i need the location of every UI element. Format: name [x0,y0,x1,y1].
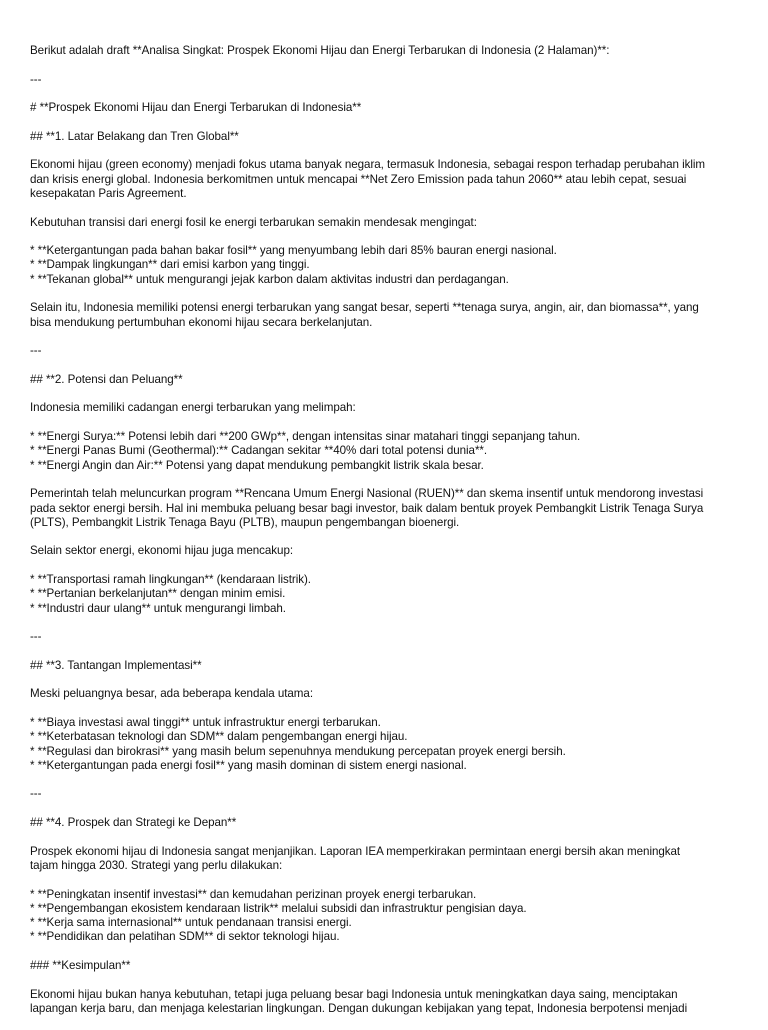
text-line: * **Pendidikan dan pelatihan SDM** di sektor teknologi hijau. [30,930,340,944]
document-paragraph [30,573,768,616]
text-line: tajam hingga 2030. Strategi yang perlu dilakukan: [30,858,283,872]
text-line: bisa mendukung pertumbuhan ekonomi hijau secara berkelanjutan. [30,315,373,329]
text-line: Ekonomi hijau bukan hanya kebutuhan, tetapi juga peluang besar bagi Indonesia untuk meningkatkan daya saing, menciptakan [30,987,678,1001]
document-paragraph [30,301,768,330]
text-line: * **Kerja sama internasional** untuk pendanaan transisi energi. [30,916,352,930]
text-line: * **Pengembangan ekosistem kendaraan listrik** melalui subsidi dan infrastruktur pengisian daya. [30,901,527,915]
text-line: * **Keterbatasan teknologi dan SDM** dalam pengembangan energi hijau. [30,730,408,744]
text-line: * **Regulasi dan birokrasi** yang masih belum sepenuhnya mendukung percepatan proyek energi bersih. [30,744,566,758]
text-line: * **Ketergantungan pada bahan bakar fosil** yang menyumbang lebih dari 85% bauran energi nasional. [30,244,557,258]
text-line: --- [30,344,42,358]
text-line: # **Prospek Ekonomi Hijau dan Energi Terbarukan di Indonesia** [30,101,362,115]
text-line: kesepakatan Paris Agreement. [30,186,187,200]
text-line: ## **4. Prospek dan Strategi ke Depan** [30,816,237,830]
text-line: Selain sektor energi, ekonomi hijau juga mencakup: [30,544,294,558]
text-line: Berikut adalah draft **Analisa Singkat: Prospek Ekonomi Hijau dan Energi Terbarukan di Indonesia (2 Halaman)**: [30,44,610,57]
text-line: Prospek ekonomi hijau di Indonesia sangat menjanjikan. Laporan IEA memperkirakan permintaan energi bersih akan meningkat [30,844,681,858]
document-paragraph [30,73,768,87]
document-paragraph [30,244,768,287]
text-line: * **Dampak lingkungan** dari emisi karbon yang tinggi. [30,258,310,272]
document-paragraph [30,487,768,530]
text-line: Pemerintah telah meluncurkan program **Rencana Umum Energi Nasional (RUEN)** dan skema insentif untuk mendorong investasi [30,487,704,501]
document-paragraph [30,430,768,473]
document-paragraph [30,44,768,58]
text-line: dan krisis energi global. Indonesia berkomitmen untuk mencapai **Net Zero Emission pada tahun 2060** atau lebih cepat, sesuai [30,172,687,186]
document-paragraph [30,216,768,230]
text-line: --- [30,787,42,801]
text-line: * **Biaya investasi awal tinggi** untuk infrastruktur energi terbarukan. [30,715,381,729]
text-line: * **Peningkatan insentif investasi** dan kemudahan perizinan proyek energi terbarukan. [30,887,477,901]
text-line: ## **2. Potensi dan Peluang** [30,372,183,386]
document-paragraph [30,787,768,801]
document-paragraph [30,888,768,945]
document-paragraph [30,373,768,387]
document-paragraph [30,845,768,874]
text-line: ## **1. Latar Belakang dan Tren Global** [30,129,239,143]
text-line: lapangan kerja baru, dan menjaga kelestarian lingkungan. Dengan dukungan kebijakan yang tepat, Indonesia berpotensi menjadi [30,1001,688,1015]
document-paragraph [30,401,768,415]
text-line: pada sektor energi bersih. Hal ini membuka peluang besar bagi investor, baik dalam bentuk proyek Pembangkit Listrik Tenaga Surya [30,501,704,515]
document-paragraph [30,716,768,773]
text-line: Meski peluangnya besar, ada beberapa kendala utama: [30,687,313,701]
text-line: ## **3. Tantangan Implementasi** [30,658,202,672]
document-page [30,44,768,1030]
document-paragraph [30,158,768,201]
text-line: Ekonomi hijau (green economy) menjadi fokus utama banyak negara, termasuk Indonesia, sebagai respon terhadap perubahan iklim [30,158,706,172]
document-paragraph [30,344,768,358]
text-line: * **Industri daur ulang** untuk mengurangi limbah. [30,601,286,615]
text-line: (PLTS), Pembangkit Listrik Tenaga Bayu (PLTB), maupun pengembangan bioenergi. [30,515,460,529]
document-paragraph [30,130,768,144]
document-paragraph [30,101,768,115]
text-line: Kebutuhan transisi dari energi fosil ke energi terbarukan semakin mendesak mengingat: [30,215,477,229]
text-line: Indonesia memiliki cadangan energi terbarukan yang melimpah: [30,401,356,415]
document-paragraph [30,816,768,830]
document-paragraph [30,687,768,701]
text-line: * **Energi Angin dan Air:** Potensi yang dapat mendukung pembangkit listrik skala besar. [30,458,484,472]
text-line: --- [30,630,42,644]
text-line: Selain itu, Indonesia memiliki potensi energi terbarukan yang sangat besar, seperti **tenaga surya, angin, air, dan biomassa**, yang [30,301,699,315]
document-paragraph [30,959,768,973]
document-paragraph [30,659,768,673]
document-paragraph [30,630,768,644]
text-line: ### **Kesimpulan** [30,959,131,972]
text-line: * **Energi Panas Bumi (Geothermal):** Cadangan sekitar **40% dari total potensi dunia**. [30,444,488,458]
text-line: * **Ketergantungan pada energi fosil** yang masih dominan di sistem energi nasional. [30,758,467,772]
document-paragraph [30,988,768,1017]
document-paragraph [30,544,768,558]
text-line: * **Tekanan global** untuk mengurangi jejak karbon dalam aktivitas industri dan perdagangan. [30,272,509,286]
text-line: * **Transportasi ramah lingkungan** (kendaraan listrik). [30,572,311,586]
text-line: * **Energi Surya:** Potensi lebih dari **200 GWp**, dengan intensitas sinar matahari tinggi sepanjang tahun. [30,430,581,444]
text-line: --- [30,72,42,86]
text-line: * **Pertanian berkelanjutan** dengan minim emisi. [30,587,286,601]
